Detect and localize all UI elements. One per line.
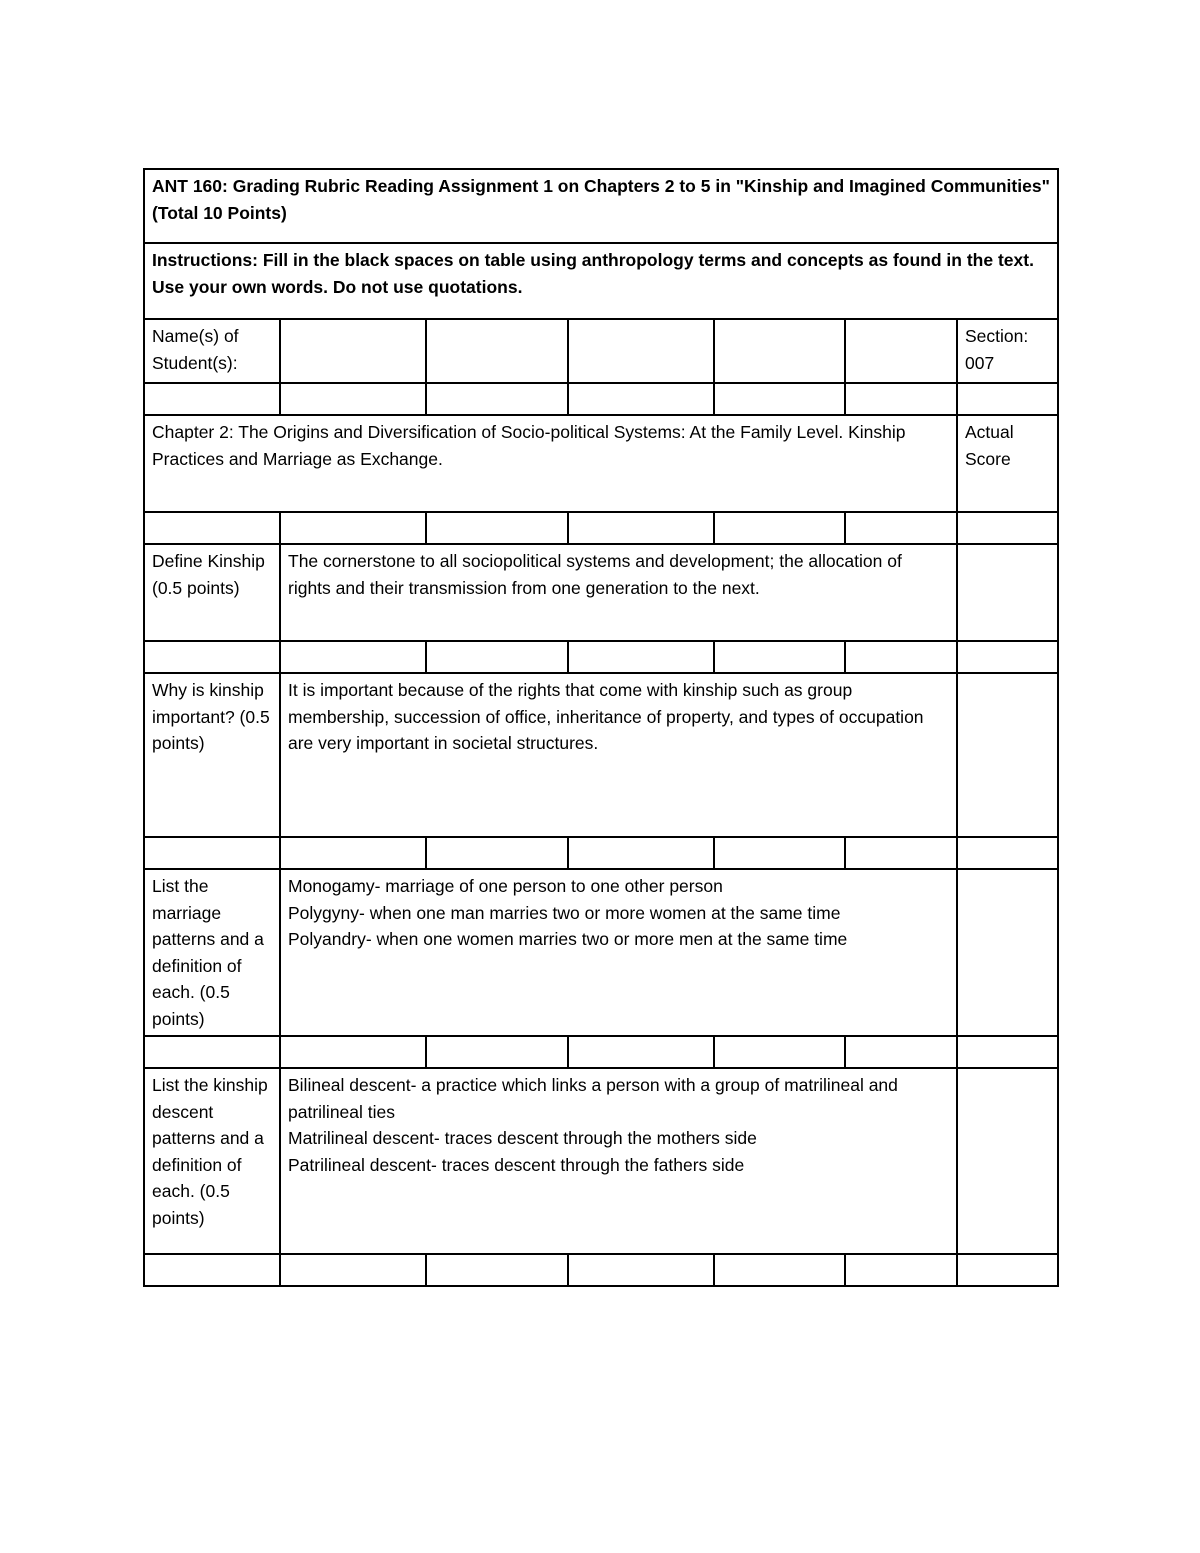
empty-cell — [957, 641, 1058, 673]
student-name-cell[interactable] — [845, 319, 957, 383]
empty-cell — [714, 512, 845, 544]
student-name-cell[interactable] — [714, 319, 845, 383]
answer-cell[interactable]: Monogamy- marriage of one person to one other person Polygyny- when one man marries two or more women at the same time Polyandry- when one women marries two or more men at the same time — [280, 869, 957, 1036]
empty-cell — [426, 837, 568, 869]
empty-cell — [568, 837, 714, 869]
answer-cell[interactable]: It is important because of the rights that come with kinship such as group membership, succession of office, inheritance of property, and types of occupation are very important in societal structures. — [280, 673, 957, 837]
spacer-row — [144, 1254, 1058, 1286]
empty-cell — [144, 1254, 280, 1286]
empty-cell — [426, 641, 568, 673]
empty-cell — [280, 641, 426, 673]
empty-cell — [714, 383, 845, 415]
student-name-cell[interactable] — [426, 319, 568, 383]
empty-cell — [568, 641, 714, 673]
empty-cell — [280, 1254, 426, 1286]
question-cell: Define Kinship (0.5 points) — [144, 544, 280, 641]
empty-cell — [568, 1254, 714, 1286]
empty-cell — [568, 512, 714, 544]
student-name-cell[interactable] — [568, 319, 714, 383]
empty-cell — [845, 837, 957, 869]
empty-cell — [144, 512, 280, 544]
spacer-row — [144, 383, 1058, 415]
empty-cell — [144, 383, 280, 415]
rubric-title: ANT 160: Grading Rubric Reading Assignment 1 on Chapters 2 to 5 in "Kinship and Imagined Communities" (Total 10 Points) — [144, 169, 1058, 243]
chapter-heading-row — [144, 415, 1058, 512]
score-cell[interactable] — [957, 673, 1058, 837]
empty-cell — [957, 837, 1058, 869]
spacer-row — [144, 1036, 1058, 1068]
empty-cell — [568, 1036, 714, 1068]
answer-cell[interactable]: Bilineal descent- a practice which links a person with a group of matrilineal and patrilineal ties Matrilineal descent- traces descent through the mothers side Patrilineal descent- traces descent through the fathers side — [280, 1068, 957, 1254]
empty-cell — [957, 383, 1058, 415]
score-cell[interactable] — [957, 869, 1058, 1036]
empty-cell — [144, 1036, 280, 1068]
score-cell[interactable] — [957, 1068, 1058, 1254]
title-row — [144, 169, 1058, 243]
empty-cell — [845, 1036, 957, 1068]
grading-rubric-table — [143, 168, 1059, 1287]
question-row — [144, 869, 1058, 1036]
empty-cell — [957, 512, 1058, 544]
question-row — [144, 673, 1058, 837]
empty-cell — [845, 512, 957, 544]
empty-cell — [144, 641, 280, 673]
question-row — [144, 544, 1058, 641]
student-name-cell[interactable] — [280, 319, 426, 383]
empty-cell — [426, 383, 568, 415]
score-cell[interactable] — [957, 544, 1058, 641]
spacer-row — [144, 512, 1058, 544]
empty-cell — [568, 383, 714, 415]
spacer-row — [144, 641, 1058, 673]
empty-cell — [714, 641, 845, 673]
question-cell: List the marriage patterns and a definition of each. (0.5 points) — [144, 869, 280, 1036]
chapter-heading: Chapter 2: The Origins and Diversification of Socio-political Systems: At the Family Level. Kinship Practices and Marriage as Exchange. — [144, 415, 957, 512]
spacer-row — [144, 837, 1058, 869]
empty-cell — [845, 383, 957, 415]
actual-score-label: Actual Score — [957, 415, 1058, 512]
answer-cell[interactable]: The cornerstone to all sociopolitical systems and development; the allocation of rights and their transmission from one generation to the next. — [280, 544, 957, 641]
empty-cell — [280, 1036, 426, 1068]
empty-cell — [957, 1254, 1058, 1286]
empty-cell — [845, 641, 957, 673]
empty-cell — [426, 512, 568, 544]
empty-cell — [280, 383, 426, 415]
student-names-row — [144, 319, 1058, 383]
empty-cell — [714, 837, 845, 869]
empty-cell — [426, 1036, 568, 1068]
rubric-instructions: Instructions: Fill in the black spaces on table using anthropology terms and concepts as found in the text. Use your own words. Do not use quotations. — [144, 243, 1058, 319]
empty-cell — [280, 512, 426, 544]
empty-cell — [957, 1036, 1058, 1068]
question-cell: Why is kinship important? (0.5 points) — [144, 673, 280, 837]
empty-cell — [714, 1036, 845, 1068]
question-cell: List the kinship descent patterns and a definition of each. (0.5 points) — [144, 1068, 280, 1254]
question-row — [144, 1068, 1058, 1254]
instructions-row — [144, 243, 1058, 319]
names-label: Name(s) of Student(s): — [144, 319, 280, 383]
section-label: Section: 007 — [957, 319, 1058, 383]
empty-cell — [845, 1254, 957, 1286]
empty-cell — [426, 1254, 568, 1286]
empty-cell — [714, 1254, 845, 1286]
empty-cell — [144, 837, 280, 869]
empty-cell — [280, 837, 426, 869]
